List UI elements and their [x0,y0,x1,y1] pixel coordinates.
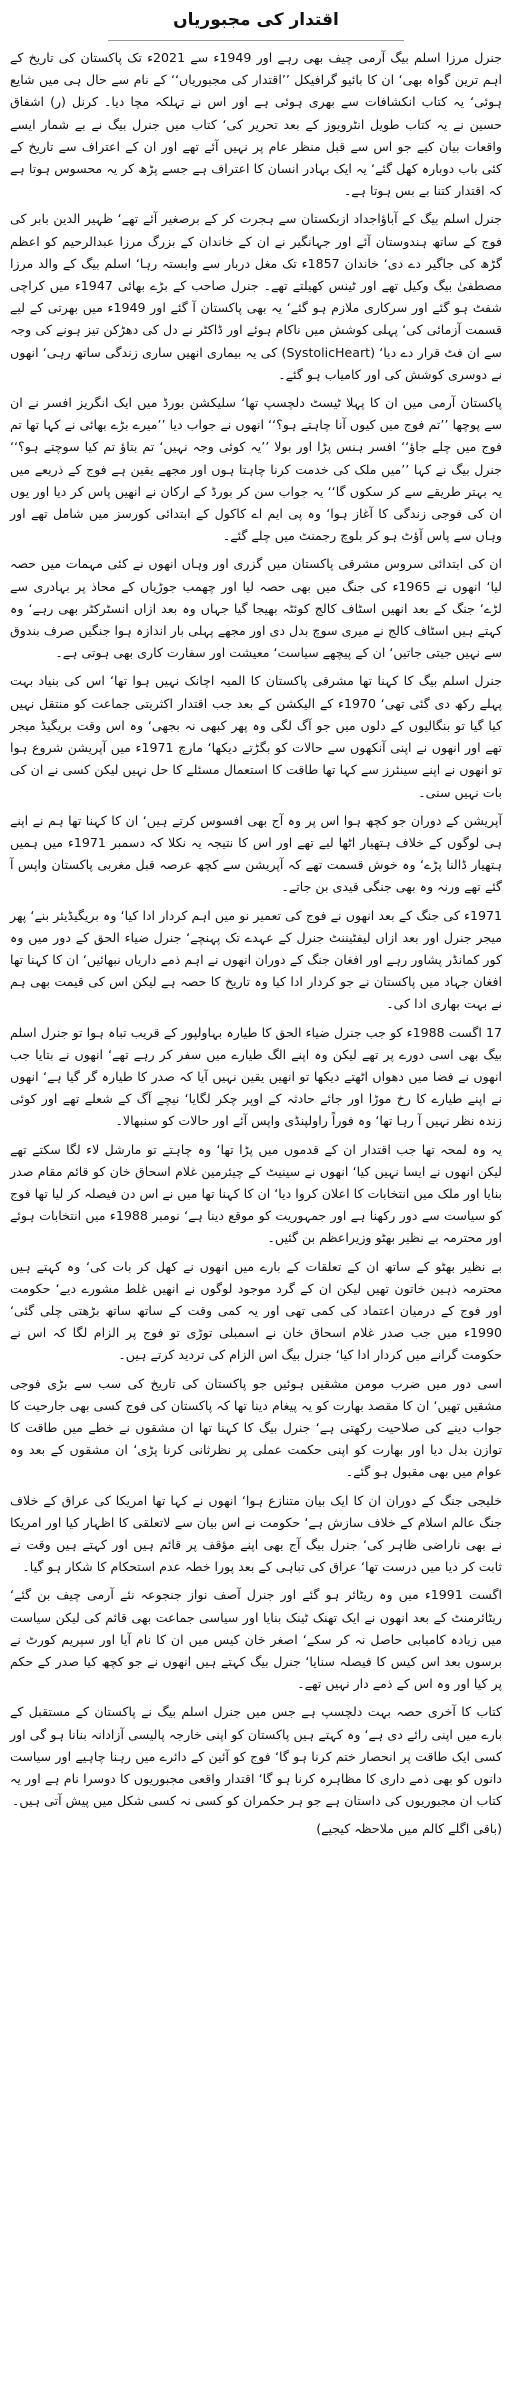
article-paragraph: اگست 1991ء میں وہ ریٹائر ہو گئے اور جنرل آصف نواز جنجوعہ نئے آرمی چیف بن گئے‘ ریٹائرمنٹ کے بعد انھوں نے ایک تھنک ٹینک بنایا اور سیاسی جماعت بھی قائم کی لیکن سیاست میں زیادہ کامیابی حاصل نہ کر سکے‘ اصغر خان کیس میں ان کا نام آیا اور سپریم کورٹ نے برسوں بعد اس کیس کا فیصلہ سنایا‘ جنرل بیگ کہتے ہیں انھوں نے جو کچھ کیا صدر کے حکم پر کیا اور وہ اس کے ذمے دار نہیں تھے۔ [10,1587,502,1692]
article-title: اقتدار کی مجبوریاں [173,10,339,30]
article-body [10,47,502,1812]
article-paragraph: 1971ء کی جنگ کے بعد انھوں نے فوج کی تعمیر نو میں اہم کردار ادا کیا‘ وہ بریگیڈیئر بنے‘ پھر میجر جنرل اور بعد ازاں لیفٹیننٹ جنرل کے عہدے تک پہنچے‘ جنرل ضیاء الحق کے دور میں وہ کور کمانڈر پشاور رہے اور افغان جنگ کے دوران انھوں نے اہم ذمے داریاں نبھائیں‘ ان کا کہنا تھا افغان جہاد میں پاکستان نے جو کردار ادا کیا وہ تاریخ کا حصہ ہے لیکن اس کی قیمت بھی ہم نے بہت بھاری ادا کی۔ [10,907,502,1012]
article-paragraph: اسی دور میں ضرب مومن مشقیں ہوئیں جو پاکستان کی تاریخ کی سب سے بڑی فوجی مشقیں تھیں‘ ان کا مقصد بھارت کو یہ پیغام دینا تھا کہ پاکستان کی فوج کسی بھی جارحیت کا جواب دینے کی صلاحیت رکھتی ہے‘ جنرل بیگ کا کہنا تھا ان مشقوں نے خطے میں طاقت کا توازن بدل دیا اور بھارت کو اپنی حکمت عملی پر نظرثانی کرنا پڑی‘ ان مشقوں کے بعد وہ عوام میں بھی مقبول ہو گئے۔ [10,1375,502,1480]
article-paragraph: یہ وہ لمحہ تھا جب اقتدار ان کے قدموں میں پڑا تھا‘ وہ چاہتے تو مارشل لاء لگا سکتے تھے لیکن انھوں نے ایسا نہیں کیا‘ انھوں نے سینیٹ کے چیئرمین غلام اسحاق خان کو قائم مقام صدر بنایا اور ملک میں انتخابات کا اعلان کروا دیا‘ ان کا کہنا تھا میں نے اس دن فیصلہ کر لیا تھا فوج کو سیاست سے دور رکھنا ہے اور جمہوریت کو موقع دینا ہے‘ نومبر 1988ء میں انتخابات ہوئے اور محترمہ بے نظیر بھٹو وزیراعظم بن گئیں۔ [10,1141,502,1246]
article-paragraph: بے نظیر بھٹو کے ساتھ ان کے تعلقات کے بارے میں انھوں نے کھل کر بات کی‘ وہ کہتے ہیں محترمہ ذہین خاتون تھیں لیکن ان کے گرد موجود لوگوں نے انھیں غلط مشورے دیے‘ حکومت اور فوج کے درمیان اعتماد کی کمی تھی اور یہ کمی وقت کے ساتھ ساتھ بڑھتی چلی گئی‘ 1990ء میں جب صدر غلام اسحاق خان نے اسمبلی توڑی تو فوج پر الزام لگا کہ اس نے حکومت گرانے میں کردار ادا کیا‘ جنرل بیگ اس الزام کی تردید کرتے ہیں۔ [10,1258,502,1363]
article-paragraph: خلیجی جنگ کے دوران ان کا ایک بیان متنازع ہوا‘ انھوں نے کہا تھا امریکا کی عراق کے خلاف جنگ عالم اسلام کے خلاف سازش ہے‘ حکومت نے اس بیان سے لاتعلقی کا اظہار کیا اور امریکا نے بھی ناراضی ظاہر کی‘ جنرل بیگ آج بھی اپنے مؤقف پر قائم ہیں اور کہتے ہیں وقت نے ثابت کر دیا میں درست تھا‘ عراق کی تباہی کے بعد پورا خطہ عدم استحکام کا شکار ہو گیا۔ [10,1492,502,1575]
article-paragraph: جنرل اسلم بیگ کا کہنا تھا مشرقی پاکستان کا المیہ اچانک نہیں ہوا تھا‘ اس کی بنیاد بہت پہلے رکھ دی گئی تھی‘ 1970ء کے الیکشن کے بعد جب اقتدار اکثریتی جماعت کو منتقل نہیں کیا گیا تو بنگالیوں کے دلوں میں جو آگ لگی وہ پھر کبھی نہ بجھی‘ وہ اس وقت بریگیڈ میجر تھے اور انھوں نے اپنی آنکھوں سے حالات کو بگڑتے دیکھا‘ مارچ 1971ء میں آپریشن شروع ہوا تو انھوں نے اپنے سینئرز سے کہا تھا طاقت کا استعمال مسئلے کا حل نہیں لیکن کسی نے ان کی بات نہیں سنی۔ [10,673,502,800]
article-paragraph: آپریشن کے دوران جو کچھ ہوا اس پر وہ آج بھی افسوس کرتے ہیں‘ ان کا کہنا تھا ہم نے اپنے ہی لوگوں کے خلاف ہتھیار اٹھا لیے تھے اور اس کا نتیجہ یہ نکلا کہ دسمبر 1971ء میں ہمیں ہتھیار ڈالنا پڑے‘ وہ خوش قسمت تھے کہ آپریشن سے کچھ عرصہ قبل مغربی پاکستان واپس آ گئے تھے ورنہ وہ بھی جنگی قیدی بن جاتے۔ [10,812,502,895]
title-divider [108,40,403,41]
article-paragraph: جنرل اسلم بیگ کے آباؤاجداد ازبکستان سے ہجرت کر کے برصغیر آئے تھے‘ ظہیر الدین بابر کی فوج کے ساتھ ہندوستان آئے اور جہانگیر نے ان کے خاندان کے بزرگ مرزا عبدالرحیم کو اعظم گڑھ کی جاگیر دے دی‘ خاندان 1857ء تک مغل دربار سے وابستہ رہا‘ اسلم بیگ کے والد مرزا مصطفیٰ بیگ وکیل تھے اور ٹینس کھیلتے تھے۔ جنرل صاحب کے بڑے بھائی 1947ء میں کراچی شفٹ ہو گئے اور سرکاری ملازم ہو گئے‘ یہ بھی پاکستان آ گئے اور 1949ء میں بھرتی کے لیے قسمت آزمائی کی‘ پہلی کوشش میں ناکام ہوئے اور ڈاکٹر نے دل کی دھڑکن تیز ہونے کی وجہ سے ان فٹ قرار دے دیا‘ (SystolicHeart) کی یہ بیماری انھیں ساری زندگی ساتھ رہی‘ انھوں نے دوسری کوشش کی اور کامیاب ہو گئے۔ [10,211,503,382]
article-paragraph: ان کی ابتدائی سروس مشرقی پاکستان میں گزری اور وہاں انھوں نے کئی مہمات میں حصہ لیا‘ انھوں نے 1965ء کی جنگ میں بھی حصہ لیا اور چھمب جوڑیاں کے محاذ پر بہادری سے لڑے‘ جنگ کے بعد انھیں اسٹاف کالج کوئٹہ بھیجا گیا جہاں وہ بعد ازاں انسٹرکٹر بھی رہے‘ وہ کہتے ہیں اسٹاف کالج نے میری سوچ بدل دی اور مجھے پہلی بار اندازہ ہوا جنگیں صرف بندوق سے نہیں جیتی جاتیں‘ ان کے پیچھے سیاست‘ معیشت اور سفارت کاری بھی ہوتی ہے۔ [10,556,503,661]
article-paragraph: جنرل مرزا اسلم بیگ آرمی چیف بھی رہے اور 1949ء سے 2021ء تک پاکستان کی تاریخ کے اہم ترین گواہ بھی‘ ان کا بائیو گرافیکل ’’اقتدار کی مجبوریاں‘‘ کے نام سے حال ہی میں شایع ہوئی‘ یہ کتاب انکشافات سے بھری ہوئی ہے اور اس نے تہلکہ مچا دیا۔ کرنل (ر) اشفاق حسین نے یہ کتاب طویل انٹرویوز کے بعد تحریر کی‘ کتاب میں جنرل بیگ نے بے شمار ایسے واقعات بیان کیے جو اس سے قبل منظر عام پر نہیں آئے تھے اور ان کے اعتراف سے تاریخ کے کئی باب دوبارہ کھل گئے‘ یہ ایک بہادر انسان کا اعتراف ہے جسے پڑھ کر یہ محسوس ہوتا ہے کہ اقتدار کتنا بے بس ہوتا ہے۔ [10,50,502,199]
article-paragraph: پاکستان آرمی میں ان کا پہلا ٹیسٹ دلچسپ تھا‘ سلیکشن بورڈ میں ایک انگریز افسر نے ان سے پوچھا ’’تم فوج میں کیوں آنا چاہتے ہو؟‘‘ انھوں نے جواب دیا ’’میرے بڑے بھائی نے کہا تھا تم فوج میں چلے جاؤ‘‘ افسر ہنس پڑا اور بولا ’’یہ کوئی وجہ نہیں‘ تم بتاؤ تم کیا سوچتے ہو؟‘‘ جنرل بیگ نے کہا ’’میں ملک کی خدمت کرنا چاہتا ہوں اور مجھے یقین ہے فوج کے ذریعے میں یہ بہتر طریقے سے کر سکوں گا‘‘ یہ جواب سن کر بورڈ کے ارکان نے انھیں پاس کر دیا اور یوں ان کی فوجی زندگی کا آغاز ہوا‘ وہ پی ایم اے کاکول کے ابتدائی کورسز میں شامل تھے اور وہاں سے پاس آؤٹ ہو کر بلوچ رجمنٹ میں چلے گئے۔ [10,395,502,544]
article-paragraph: 17 اگست 1988ء کو جب جنرل ضیاء الحق کا طیارہ بہاولپور کے قریب تباہ ہوا تو جنرل اسلم بیگ بھی اسی دورے پر تھے لیکن وہ اپنے الگ طیارے میں سفر کر رہے تھے‘ انھوں نے بتایا جب انھوں نے فضا میں دھواں اٹھتے دیکھا تو انھیں یقین نہیں آیا کہ صدر کا طیارہ گر گیا ہے‘ انھوں نے اپنے طیارے کا رخ موڑا اور جائے حادثہ کے اوپر چکر لگایا‘ نیچے آگ کے شعلے تھے اور کوئی زندہ نظر نہیں آ رہا تھا‘ وہ فوراً راولپنڈی واپس آئے اور حالات کو سنبھالا۔ [10,1024,502,1129]
continuation-note: (باقی اگلے کالم میں ملاحظہ کیجیے) [316,1821,502,1837]
article-paragraph: کتاب کا آخری حصہ بہت دلچسپ ہے جس میں جنرل اسلم بیگ نے پاکستان کے مستقبل کے بارے میں اپنی رائے دی ہے‘ وہ کہتے ہیں پاکستان کو اپنی خارجہ پالیسی آزادانہ بنانا ہو گی اور کسی ایک طاقت پر انحصار ختم کرنا ہو گا‘ فوج کو آئین کے دائرے میں رہنا چاہیے اور سیاست دانوں کو بھی ذمے داری کا مظاہرہ کرنا ہو گا‘ اقتدار واقعی مجبوریوں کا دوسرا نام ہے اور یہ کتاب ان مجبوریوں کی داستان ہے جو ہر حکمران کو کسی نہ کسی شکل میں پیش آتی ہیں۔ [10,1704,502,1809]
